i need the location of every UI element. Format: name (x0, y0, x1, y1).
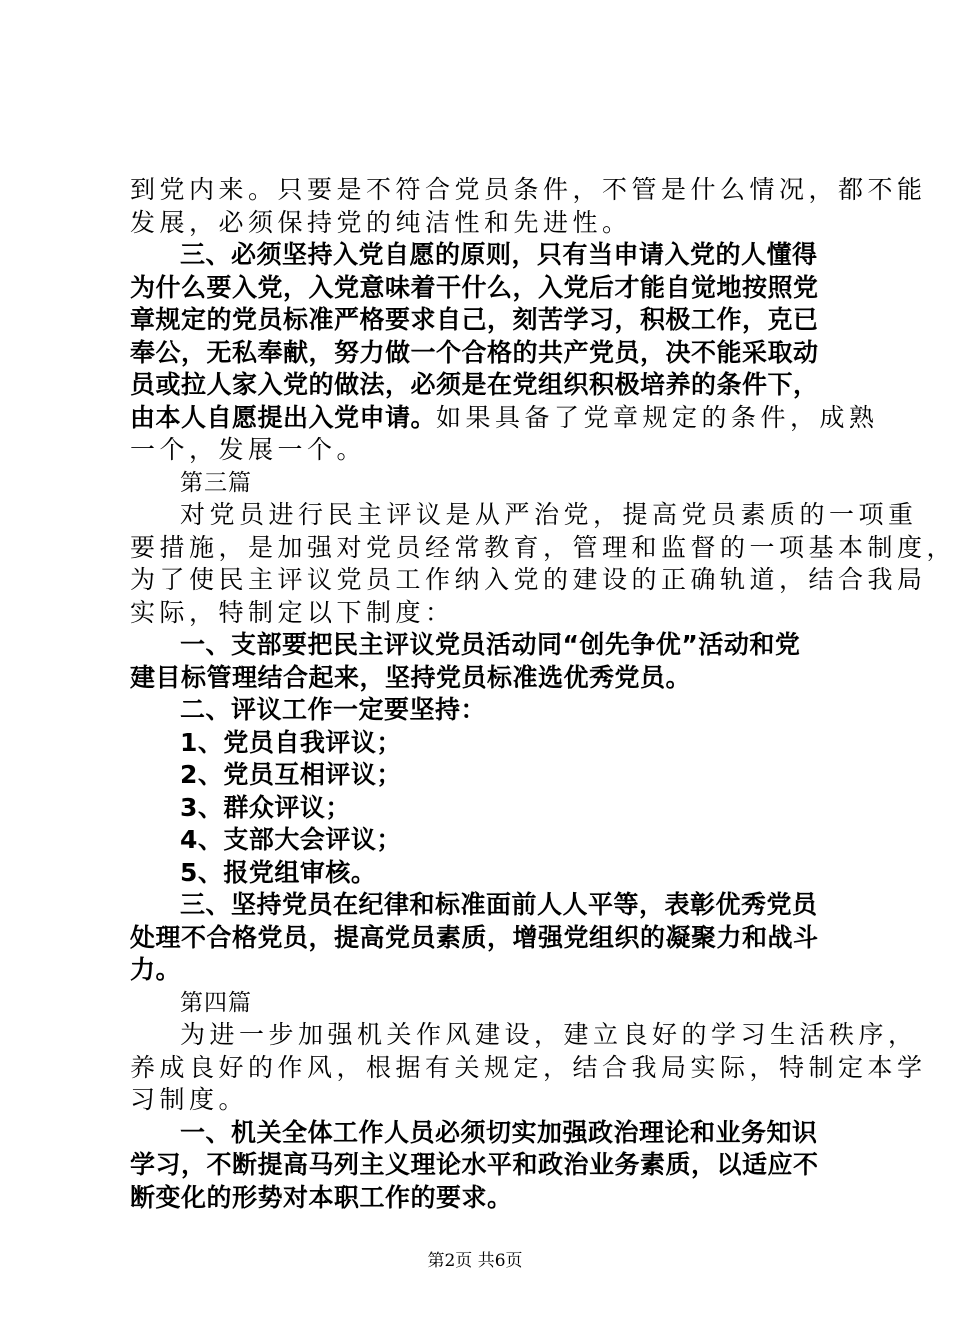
text-line: 处理不合格党员，提高党员素质，增强党组织的凝聚力和战斗 (130, 922, 819, 952)
text-line: 对党员进行民主评议是从严治党，提高党员素质的一项重 (180, 500, 918, 529)
text-line: 实际，特制定以下制度： (130, 597, 455, 627)
list-item: 2、党员互相评议； (180, 760, 402, 789)
section-heading: 第三篇 (180, 469, 252, 496)
list-item: 1、党员自我评议； (180, 727, 402, 757)
text-line: 奉公，无私奉献，努力做一个合格的共产党员，决不能采取动 (130, 337, 819, 367)
text-line: 力。 (130, 955, 182, 984)
text-line: 断变化的形势对本职工作的要求。 (130, 1182, 513, 1212)
page-number-footer: 第2页 共6页 (427, 1251, 523, 1271)
text-span-bold: 由本人自愿提出入党申请。 (130, 402, 437, 432)
text-line: 员或拉人家入党的做法，必须是在党组织积极培养的条件下， (130, 370, 819, 399)
text-line: 三、必须坚持入党自愿的原则，只有当申请入党的人懂得 (180, 240, 818, 269)
document-body (130, 174, 956, 1214)
text-line: 为了使民主评议党员工作纳入党的建设的正确轨道，结合我局 (130, 565, 927, 594)
text-line: 习制度。 (130, 1085, 249, 1114)
text-line: 为进一步加强机关作风建设，建立良好的学习生活秩序， (180, 1020, 918, 1049)
text-line: 要措施，是加强对党员经常教育，管理和监督的一项基本制度， (130, 532, 956, 562)
text-line: 发展，必须保持党的纯洁性和先进性。 (130, 207, 632, 237)
text-line: 学习，不断提高马列主义理论水平和政治业务素质，以适应不 (130, 1150, 819, 1179)
list-item: 4、支部大会评议； (180, 825, 402, 854)
text-line: 养成良好的作风，根据有关规定，结合我局实际，特制定本学 (130, 1052, 927, 1082)
list-item: 3、群众评议； (180, 792, 351, 822)
text-line: 一、机关全体工作人员必须切实加强政治理论和业务知识 (180, 1117, 818, 1147)
text-line: 一个，发展一个。 (130, 435, 367, 464)
text-line: 章规定的党员标准严格要求自己，刻苦学习，积极工作，克已 (130, 305, 819, 334)
text-line: 建目标管理结合起来，坚持党员标准选优秀党员。 (130, 662, 692, 692)
list-item: 5、报党组审核。 (180, 857, 377, 887)
text-line: 二、评议工作一定要坚持： (180, 695, 487, 724)
text-line: 三、坚持党员在纪律和标准面前人人平等，表彰优秀党员 (180, 890, 818, 919)
text-line: 为什么要入党，入党意味着干什么，入党后才能自觉地按照党 (130, 272, 819, 302)
text-span-regular: 如果具备了党章规定的条件，成熟 (436, 402, 879, 432)
text-line-mixed (130, 402, 879, 435)
text-line: 到党内来。只要是不符合党员条件，不管是什么情况，都不能 (130, 175, 927, 204)
section-heading: 第四篇 (180, 989, 252, 1016)
text-line: 一、支部要把民主评议党员活动同“创先争优”活动和党 (180, 630, 801, 659)
